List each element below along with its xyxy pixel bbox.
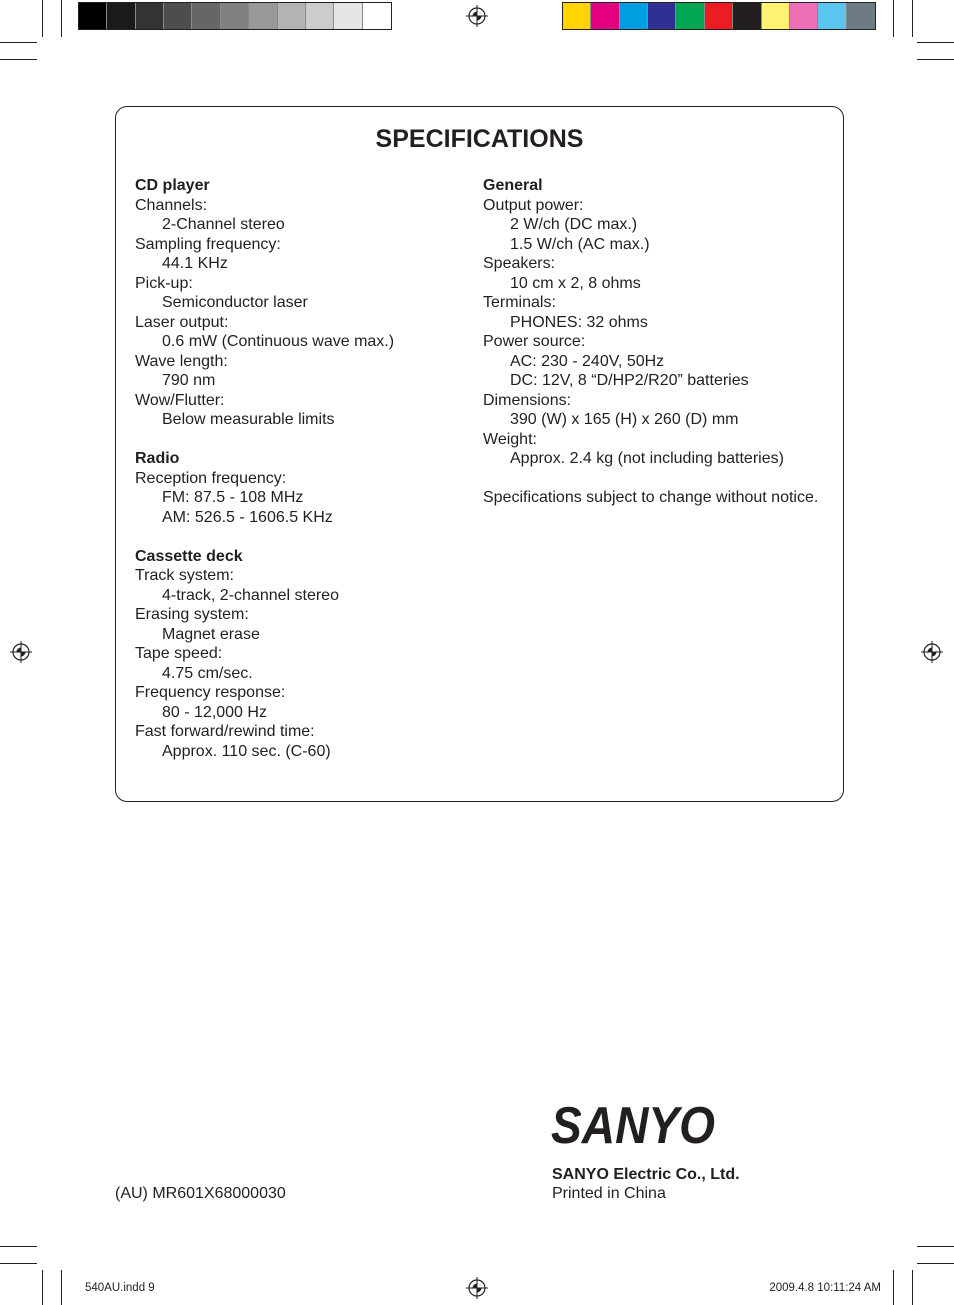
spec-label: Terminals: <box>483 294 556 311</box>
spec-value: 10 cm x 2, 8 ohms <box>510 274 641 292</box>
spec-value: Approx. 110 sec. (C-60) <box>162 742 331 760</box>
crop-mark <box>917 1246 954 1247</box>
crop-mark <box>0 59 37 60</box>
color-swatch <box>136 3 164 29</box>
color-swatch <box>79 3 107 29</box>
spec-value: AC: 230 - 240V, 50Hz <box>510 352 665 370</box>
registration-mark-icon <box>466 1277 488 1299</box>
crop-mark <box>42 0 43 37</box>
spec-label: Dimensions: <box>483 391 572 409</box>
color-swatch <box>192 3 220 29</box>
color-swatch <box>107 3 135 29</box>
spec-heading: General <box>483 177 543 194</box>
crop-mark <box>61 1270 62 1305</box>
sanyo-logo-text: SANYO <box>551 1097 715 1155</box>
color-swatch <box>648 3 676 29</box>
page-title: SPECIFICATIONS <box>375 125 584 153</box>
color-swatch <box>249 3 277 29</box>
color-swatch <box>790 3 818 29</box>
spec-value: 4-track, 2-channel stereo <box>162 586 339 604</box>
spec-section <box>135 176 394 430</box>
process-color-bar <box>562 2 876 30</box>
registration-mark-icon <box>10 641 32 663</box>
crop-mark <box>912 0 913 37</box>
specs-notice: Specifications subject to change without notice. <box>483 489 819 506</box>
spec-label: Speakers: <box>483 255 556 272</box>
crop-mark <box>893 1270 894 1305</box>
registration-mark-icon <box>466 5 488 27</box>
spec-value: 2 W/ch (DC max.) <box>510 216 638 233</box>
spec-value: 1.5 W/ch (AC max.) <box>510 235 650 253</box>
spec-value: 790 nm <box>162 372 216 389</box>
color-swatch <box>591 3 619 29</box>
crop-mark <box>917 42 954 43</box>
spec-label: Channels: <box>135 196 208 214</box>
spec-value: 0.6 mW (Continuous wave max.) <box>162 333 395 350</box>
spec-value: Magnet erase <box>162 625 260 643</box>
spec-value: PHONES: 32 ohms <box>510 313 648 331</box>
printed-in: Printed in China <box>552 1185 666 1202</box>
spec-heading: Cassette deck <box>135 547 243 565</box>
sanyo-logo <box>551 1092 717 1155</box>
crop-mark <box>61 0 62 37</box>
crop-mark <box>42 1270 43 1305</box>
spec-label: Sampling frequency: <box>135 235 281 253</box>
spec-label: Wave length: <box>135 352 228 370</box>
spec-label: Laser output: <box>135 313 229 331</box>
spec-label: Erasing system: <box>135 606 249 623</box>
crop-mark <box>912 1270 913 1305</box>
slug-file: 540AU.indd 9 <box>85 1282 155 1294</box>
color-swatch <box>847 3 875 29</box>
model-code: (AU) MR601X68000030 <box>115 1185 286 1202</box>
spec-label: Output power: <box>483 196 584 214</box>
specs-right-sections <box>483 176 818 469</box>
spec-label: Pick-up: <box>135 274 193 292</box>
spec-section <box>483 176 818 469</box>
color-swatch <box>363 3 391 29</box>
spec-value: 4.75 cm/sec. <box>162 664 253 682</box>
spec-label: Weight: <box>483 430 537 448</box>
color-swatch <box>733 3 761 29</box>
slug-date: 2009.4.8 10:11:24 AM <box>769 1282 881 1294</box>
company-name: SANYO Electric Co., Ltd. <box>552 1166 740 1183</box>
color-swatch <box>221 3 249 29</box>
spec-value: 80 - 12,000 Hz <box>162 703 267 721</box>
registration-mark-icon <box>921 641 943 663</box>
color-swatch <box>334 3 362 29</box>
color-swatch <box>762 3 790 29</box>
spec-value: Approx. 2.4 kg (not including batteries) <box>510 450 784 467</box>
spec-label: Track system: <box>135 567 234 584</box>
grayscale-color-bar <box>78 2 392 30</box>
color-swatch <box>306 3 334 29</box>
crop-mark <box>893 0 894 37</box>
spec-value: 44.1 KHz <box>162 255 228 272</box>
spec-label: Reception frequency: <box>135 469 287 487</box>
spec-label: Wow/Flutter: <box>135 391 225 409</box>
color-swatch <box>705 3 733 29</box>
spec-value: AM: 526.5 - 1606.5 KHz <box>162 508 333 526</box>
specs-right-column <box>483 176 818 508</box>
spec-value: 390 (W) x 165 (H) x 260 (D) mm <box>510 411 739 428</box>
specifications-box <box>115 106 844 802</box>
spec-label: Power source: <box>483 333 586 350</box>
spec-section <box>135 547 394 762</box>
spec-section <box>135 449 394 527</box>
spec-heading: CD player <box>135 177 210 194</box>
spec-value: DC: 12V, 8 “D/HP2/R20” batteries <box>510 372 749 389</box>
spec-value: Below measurable limits <box>162 411 335 428</box>
spec-label: Tape speed: <box>135 645 223 662</box>
color-swatch <box>164 3 192 29</box>
spec-value: Semiconductor laser <box>162 294 308 311</box>
color-swatch <box>620 3 648 29</box>
crop-mark <box>0 1263 37 1264</box>
crop-mark <box>917 1263 954 1264</box>
spec-heading: Radio <box>135 450 180 467</box>
color-swatch <box>676 3 704 29</box>
color-swatch <box>563 3 591 29</box>
crop-mark <box>0 1246 37 1247</box>
spec-value: 2-Channel stereo <box>162 216 285 233</box>
color-swatch <box>818 3 846 29</box>
crop-mark <box>917 59 954 60</box>
specs-left-column <box>135 176 394 781</box>
spec-label: Fast forward/rewind time: <box>135 723 315 740</box>
spec-label: Frequency response: <box>135 684 286 701</box>
spec-value: FM: 87.5 - 108 MHz <box>162 489 304 506</box>
crop-mark <box>0 42 37 43</box>
color-swatch <box>278 3 306 29</box>
